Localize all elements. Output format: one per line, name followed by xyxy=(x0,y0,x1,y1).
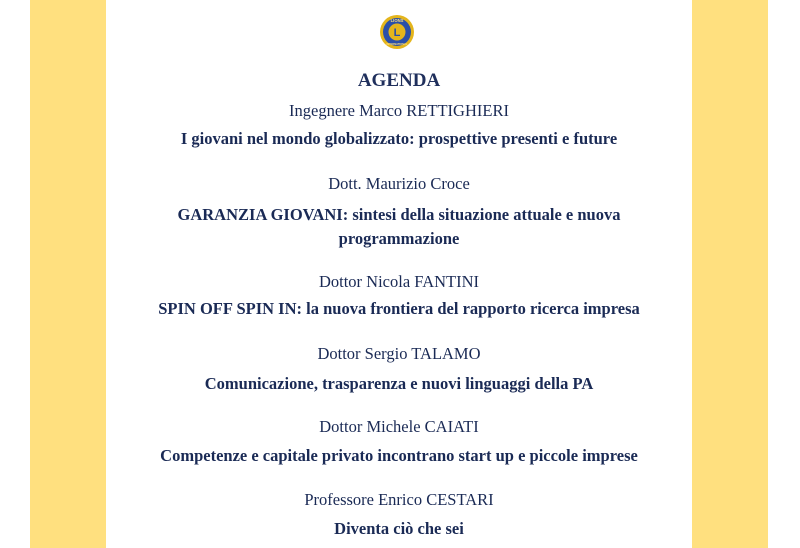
svg-text:LIONS: LIONS xyxy=(390,18,404,24)
talk-topic: I giovani nel mondo globalizzato: prospettive presenti e future xyxy=(180,129,618,148)
speaker-name: Dott. Maurizio Croce xyxy=(328,174,470,193)
talk-topic: SPIN OFF SPIN IN: la nuova frontiera del rapporto ricerca impresa xyxy=(158,299,640,318)
talk-topic: GARANZIA GIOVANI: sintesi della situazione attuale e nuova xyxy=(177,205,621,224)
lions-club-emblem-icon xyxy=(379,14,415,50)
left-decorative-band xyxy=(30,0,106,548)
right-decorative-band xyxy=(692,0,768,548)
agenda-title: AGENDA xyxy=(357,70,441,91)
speaker-name: Professore Enrico CESTARI xyxy=(304,490,494,509)
talk-topic-continuation: programmazione xyxy=(338,229,460,248)
svg-text:L: L xyxy=(393,27,401,39)
speaker-name: Dottor Nicola FANTINI xyxy=(318,272,480,291)
talk-topic: Competenze e capitale privato incontrano start up e piccole imprese xyxy=(160,446,638,465)
speaker-name: Dottor Michele CAIATI xyxy=(319,417,479,436)
speaker-name: Ingegnere Marco RETTIGHIERI xyxy=(289,101,509,120)
svg-text:INTERNATIONAL: INTERNATIONAL xyxy=(386,43,408,47)
talk-topic: Comunicazione, trasparenza e nuovi linguaggi della PA xyxy=(204,374,594,393)
talk-topic: Diventa ciò che sei xyxy=(334,519,464,538)
speaker-name: Dottor Sergio TALAMO xyxy=(317,344,481,363)
